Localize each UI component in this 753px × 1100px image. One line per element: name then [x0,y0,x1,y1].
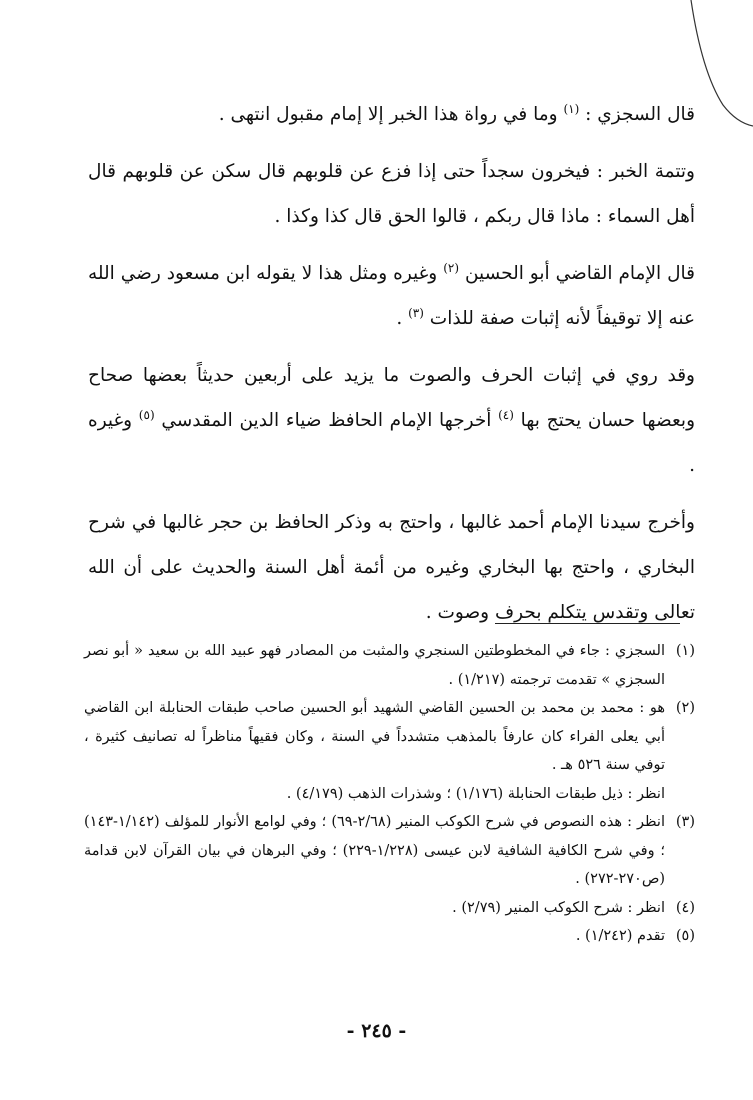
paragraph-4: وقد روي في إثبات الحرف والصوت ما يزيد على أربعين حديثاً بعضها صحاح وبعضها حسان يحتج بها $^{(٤)}$ أخرجها الإمام الحافظ ضياء الدين المقدسي $^{(٥)}$ وغيره . [88,365,696,476]
footnote-1 [84,637,695,694]
footnote-2 [84,694,695,780]
footnote-text: انظر : ذيل طبقات الحنابلة (١/١٧٦) ؛ وشذرات الذهب (٤/١٧٩) . [286,785,665,802]
page-number: - ٢٤٥ - [346,1020,407,1042]
paragraph-2: وتتمة الخبر : فيخرون سجداً حتى إذا فزع عن قلوبهم قال سكن عن قلوبهم قال أهل السماء : ماذا قال ربكم ، قالوا الحق قال كذا وكذا . [88,161,695,227]
footnote-separator [495,623,680,624]
footnote-text: السجزي : جاء في المخطوطتين السنجري والمثبت من المصادر فهو عبيد الله بن سعيد « أبو نصر السجزي » تقدمت ترجمته (١/٢١٧) . [84,643,665,688]
footnotes [84,637,695,951]
footnote-text: تقدم (١/٢٤٢) . [575,928,665,944]
footnote-ref-2: (٢) [443,260,460,275]
paragraph-1: قال السجزي : $^{(١)}$ وما في رواة هذا الخبر إلا إمام مقبول انتهى . [218,101,695,125]
footnote-number: (٤) [675,899,695,916]
footnote-2-sources [84,780,695,809]
footnote-ref-4: (٤) [498,407,514,422]
footnote-number: (١) [675,643,695,659]
footnote-ref-5: (٥) [138,407,155,422]
footnote-text: انظر : هذه النصوص في شرح الكوكب المنير (٢/٦٨-٦٩) ؛ وفي لوامع الأنوار للمؤلف (١/١٤٢-١٤٣) ؛ وفي شرح الكافية الشافية لابن عيسى (١/٢٢٨-٢٢٩) ؛ وفي البرهان في بيان القرآن لابن قدامة (ص٢٧٠-٢٧٢) . [84,814,665,887]
footnote-number: (٣) [675,814,695,830]
footnote-5 [84,922,695,951]
footnote-3 [84,808,695,894]
footnote-text: هو : محمد بن محمد بن الحسين القاضي الشهيد أبو الحسين صاحب طبقات الحنابلة ابن القاضي أبي يعلى الفراء كان عارفاً بالمذهب متشدداً في السنة ، وكان فقيهاً مناظراً له تصانيف كثيرة ، توفي سنة ٥٢٦ هـ . [84,700,665,773]
footnote-4 [84,894,695,923]
paragraph-5: وأخرج سيدنا الإمام أحمد غالبها ، واحتج به وذكر الحافظ بن حجر غالبها في شرح البخاري ، واحتج بها البخاري وغيره من أئمة أهل السنة والحديث على أن الله تعالى وتقدس يتكلم بحرف وصوت . [88,512,695,623]
footnote-number: (٢) [675,700,695,716]
main-text [88,92,695,647]
paragraph-3: قال الإمام القاضي أبو الحسين $^{(٢)}$ وغيره ومثل هذا لا يقوله ابن مسعود رضي الله عنه إلا توقيفاً لأنه إثبات صفة للذات $^{(٣)}$ . [88,260,695,329]
footnote-ref-1: (١) [563,101,580,116]
footnote-text: انظر : شرح الكوكب المنير (٢/٧٩) . [452,899,665,916]
footnote-number: (٥) [675,928,695,944]
footnote-number [665,780,695,809]
footnote-ref-3: (٣) [408,305,424,320]
